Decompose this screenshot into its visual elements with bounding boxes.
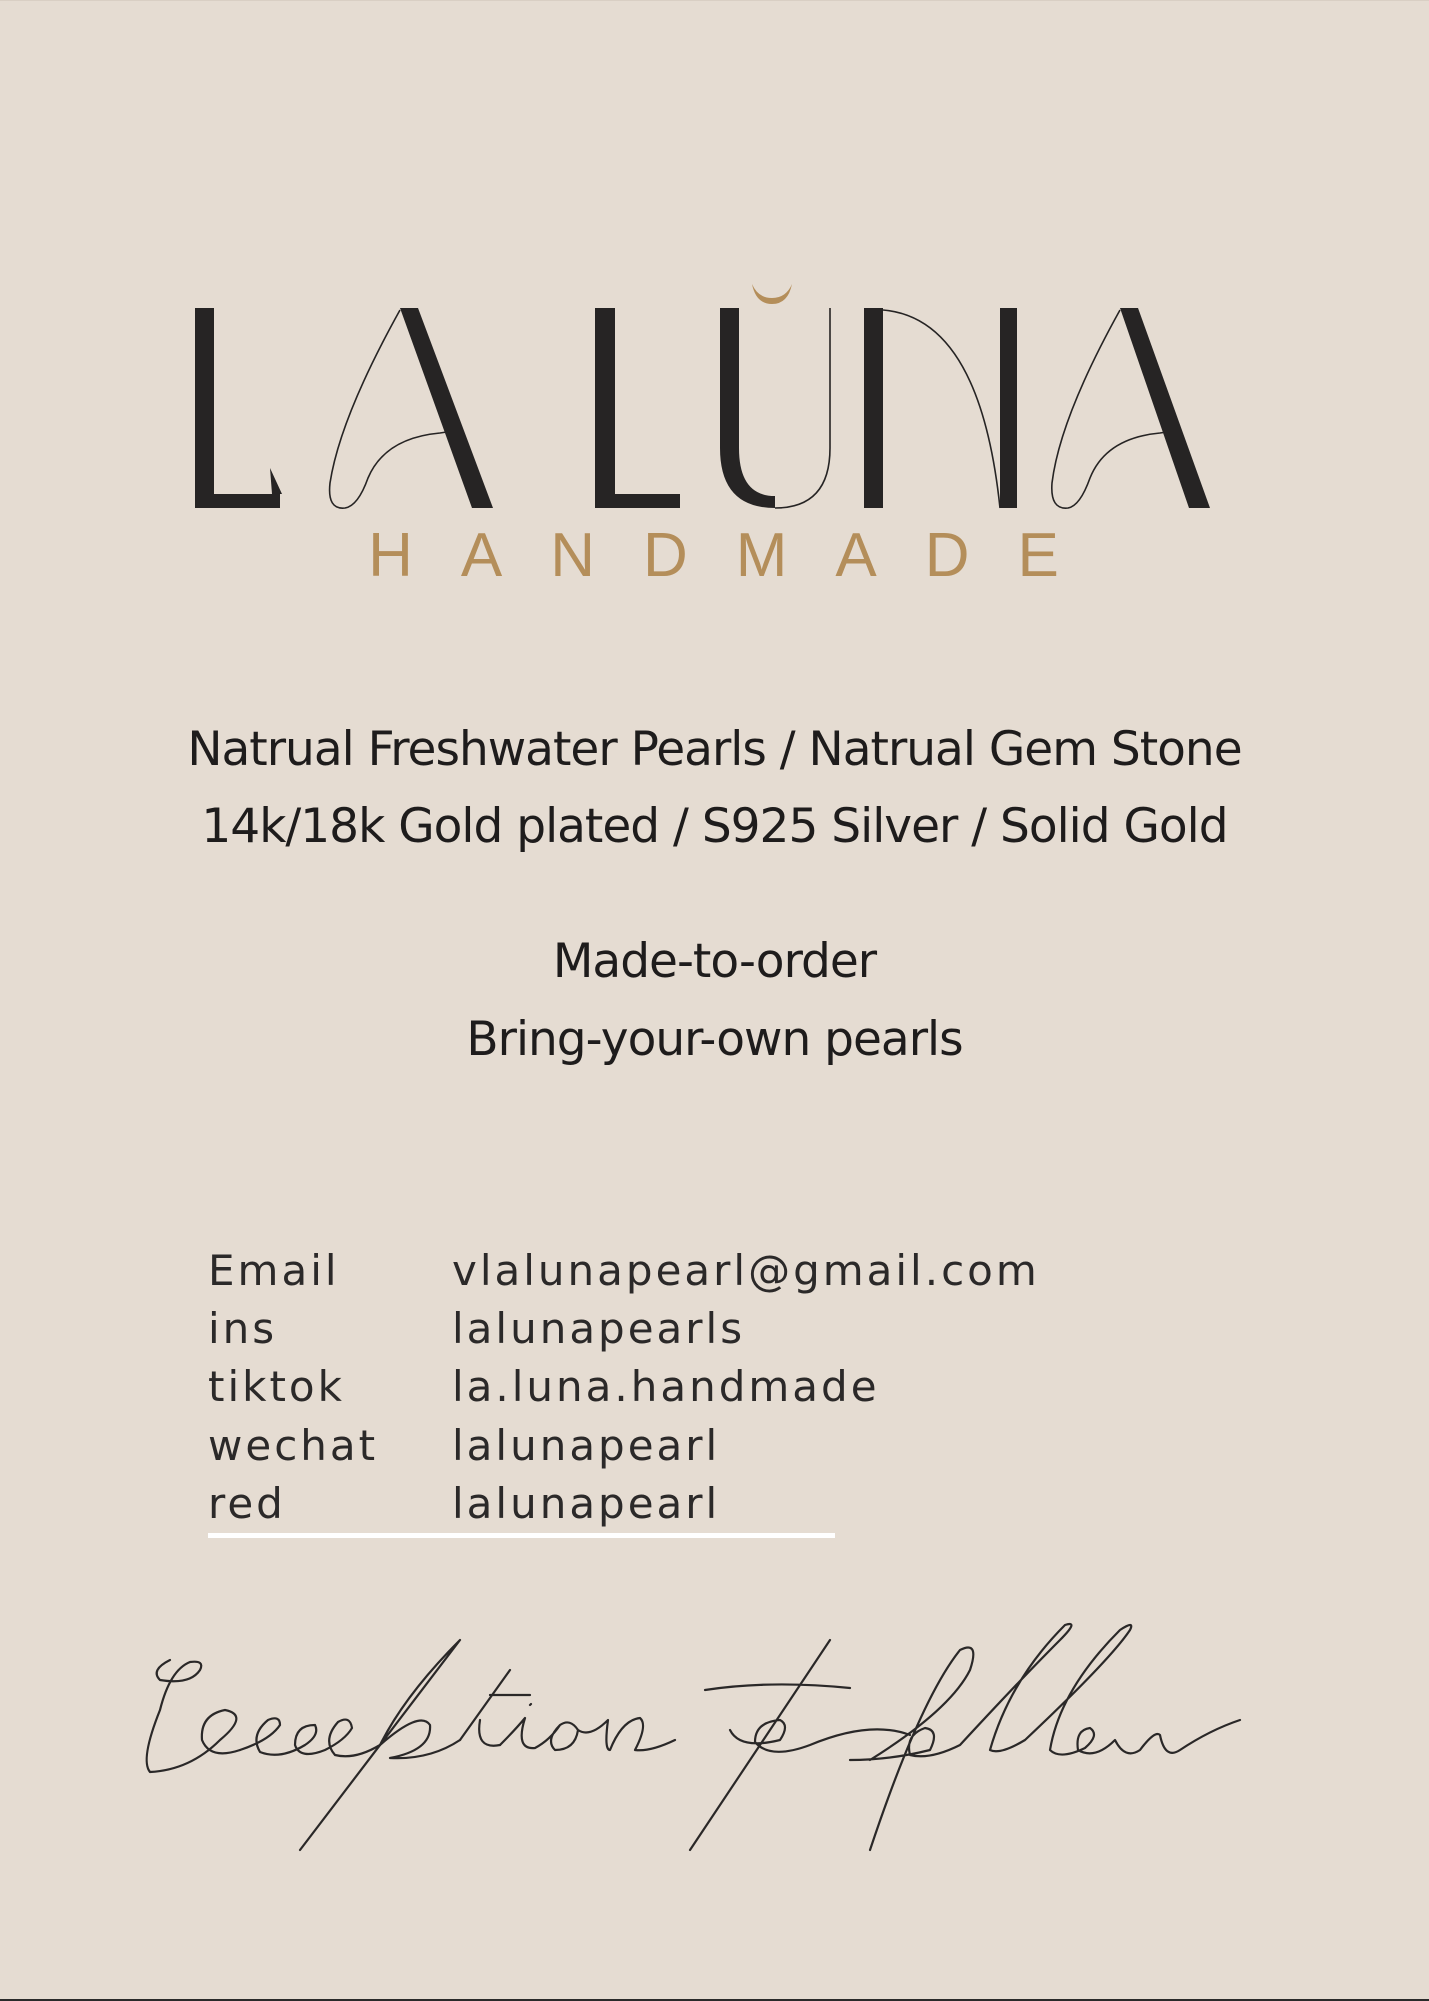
contact-label: red (208, 1479, 286, 1528)
brand-wordmark-logo (190, 278, 1240, 518)
service-made-to-order: Made-to-order (552, 934, 877, 989)
script-reception-to-follow (130, 1600, 1310, 1870)
contact-label: ins (208, 1304, 278, 1353)
contact-underline (208, 1533, 835, 1538)
top-rule (0, 0, 1429, 1)
materials-line-1: Natrual Freshwater Pearls / Natrual Gem Stone (187, 722, 1242, 777)
contact-tiktok-value[interactable]: la.luna.handmade (452, 1362, 880, 1411)
contact-email-value[interactable]: vlalunapearl@gmail.com (452, 1246, 1040, 1295)
service-bring-your-own: Bring-your-own pearls (466, 1012, 963, 1067)
contact-ins-value[interactable]: lalunapearls (452, 1304, 746, 1353)
contact-wechat-value[interactable]: lalunapearl (452, 1421, 721, 1470)
materials-line-2: 14k/18k Gold plated / S925 Silver / Solid Gold (201, 799, 1228, 854)
contact-label: Email (208, 1246, 340, 1295)
brand-subtitle: HANDMADE (368, 521, 1107, 590)
contact-label: tiktok (208, 1362, 345, 1411)
contact-label: wechat (208, 1421, 379, 1470)
contact-red-value[interactable]: lalunapearl (452, 1479, 721, 1528)
